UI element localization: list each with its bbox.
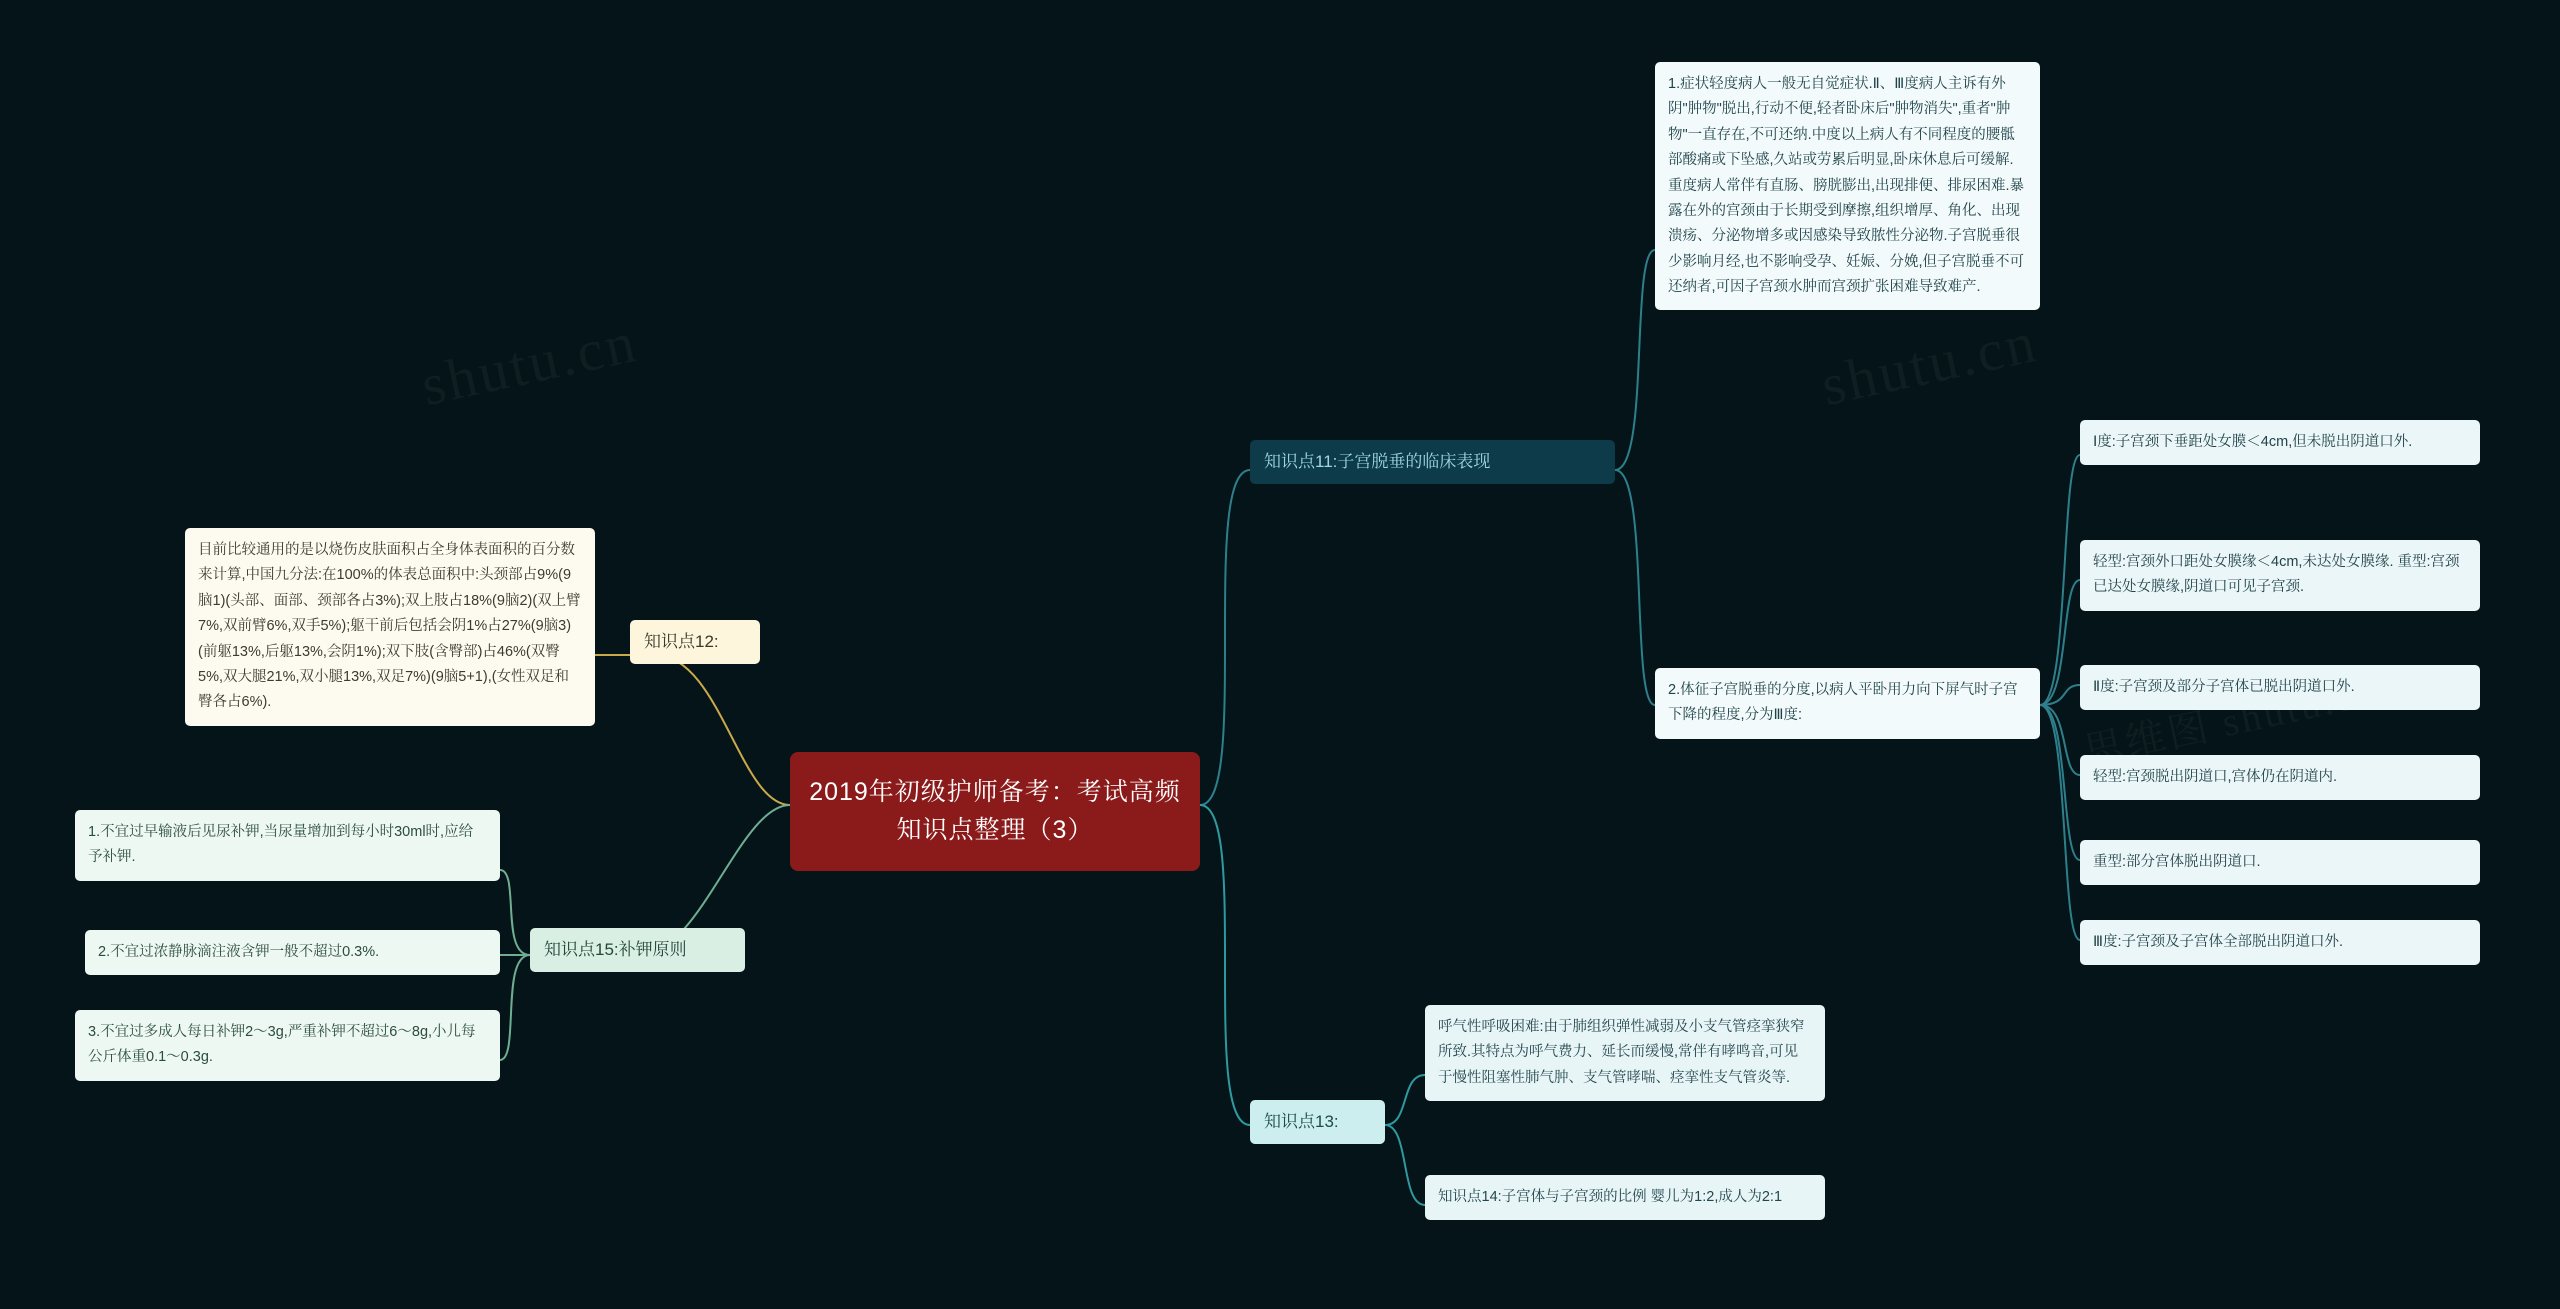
leaf-degree-2-severe: 重型:部分宫体脱出阴道口.	[2080, 840, 2480, 885]
leaf-degree-1-types: 轻型:宫颈外口距处女膜缘＜4cm,未达处女膜缘. 重型:宫颈已达处女膜缘,阴道口可见子宫颈.	[2080, 540, 2480, 611]
branch-kp11[interactable]: 知识点11:子宫脱垂的临床表现	[1250, 440, 1615, 484]
branch-kp15[interactable]: 知识点15:补钾原则	[530, 928, 745, 972]
leaf-kp15-3: 3.不宜过多成人每日补钾2～3g,严重补钾不超过6～8g,小儿每公斤体重0.1～0.3g.	[75, 1010, 500, 1081]
leaf-degree-3: Ⅲ度:子宫颈及子宫体全部脱出阴道口外.	[2080, 920, 2480, 965]
leaf-kp12-detail: 目前比较通用的是以烧伤皮肤面积占全身体表面积的百分数来计算,中国九分法:在100%的体表总面积中:头颈部占9%(9脑1)(头部、面部、颈部各占3%);双上肢占18%(9脑2)(双上臂7%,双前臂6%,双手5%);躯干前后包括会阴1%占27%(9脑3)(前躯13%,后躯13%,会阴1%);双下肢(含臀部)占46%(双臀5%,双大腿21%,双小腿13%,双足7%)(9脑5+1),(女性双足和臀各占6%).	[185, 528, 595, 726]
branch-kp12[interactable]: 知识点12:	[630, 620, 760, 664]
watermark-text	[415, 308, 643, 419]
leaf-degree-2-mild: 轻型:宫颈脱出阴道口,宫体仍在阴道内.	[2080, 755, 2480, 800]
branch-kp13[interactable]: 知识点13:	[1250, 1100, 1385, 1144]
leaf-kp11-symptoms: 1.症状轻度病人一般无自觉症状.Ⅱ、Ⅲ度病人主诉有外阴"肿物"脱出,行动不便,轻者卧床后"肿物消失",重者"肿物"一直存在,不可还纳.中度以上病人有不同程度的腰骶部酸痛或下坠感,久站或劳累后明显,卧床休息后可缓解.重度病人常伴有直肠、膀胱膨出,出现排便、排尿困难.暴露在外的宫颈由于长期受到摩擦,组织增厚、角化、出现溃疡、分泌物增多或因感染导致脓性分泌物.子宫脱垂很少影响月经,也不影响受孕、妊娠、分娩,但子宫脱垂不可还纳者,可因子宫颈水肿而宫颈扩张困难导致难产.	[1655, 62, 2040, 310]
watermark-text	[1815, 308, 2043, 419]
root-node[interactable]: 2019年初级护师备考：考试高频知识点整理（3）	[790, 752, 1200, 871]
leaf-degree-1: Ⅰ度:子宫颈下垂距处女膜＜4cm,但未脱出阴道口外.	[2080, 420, 2480, 465]
leaf-kp15-2: 2.不宜过浓静脉滴注液含钾一般不超过0.3%.	[85, 930, 500, 975]
leaf-kp15-1: 1.不宜过早输液后见尿补钾,当尿量增加到每小时30ml时,应给予补钾.	[75, 810, 500, 881]
leaf-kp13-dyspnea: 呼气性呼吸困难:由于肺组织弹性减弱及小支气管痉挛狭窄所致.其特点为呼气费力、延长而缓慢,常伴有哮鸣音,可见于慢性阻塞性肺气肿、支气管哮喘、痉挛性支气管炎等.	[1425, 1005, 1825, 1101]
leaf-kp14-ratio: 知识点14:子宫体与子宫颈的比例 婴儿为1:2,成人为2:1	[1425, 1175, 1825, 1220]
leaf-kp11-signs: 2.体征子宫脱垂的分度,以病人平卧用力向下屏气时子宫下降的程度,分为Ⅲ度:	[1655, 668, 2040, 739]
leaf-degree-2: Ⅱ度:子宫颈及部分子宫体已脱出阴道口外.	[2080, 665, 2480, 710]
